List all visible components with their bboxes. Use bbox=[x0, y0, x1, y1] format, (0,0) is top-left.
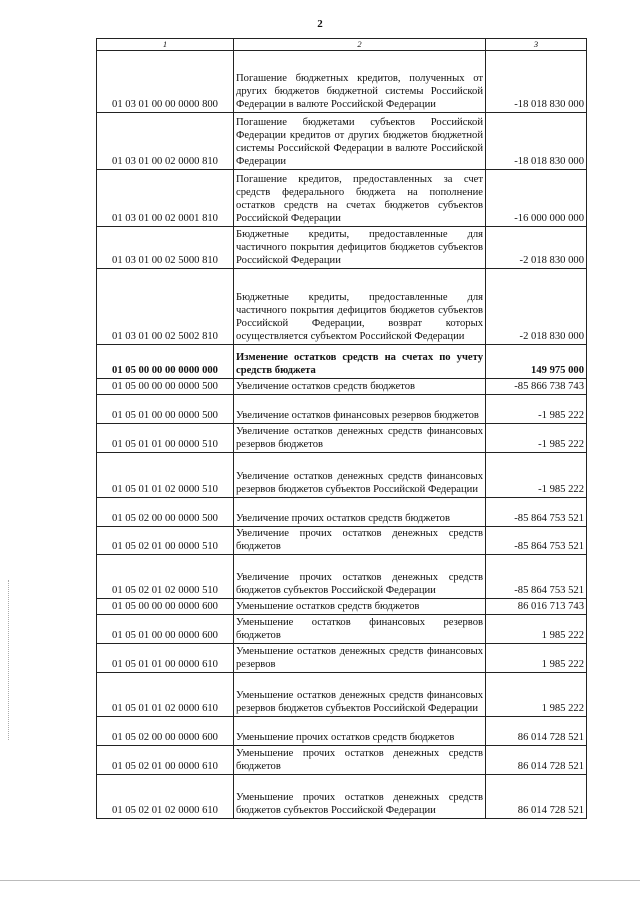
table-row bbox=[97, 527, 587, 555]
row-amount: 1 985 222 bbox=[486, 673, 587, 717]
row-amount: 86 016 713 743 bbox=[486, 599, 587, 615]
row-name: Увеличение остатков денежных средств финансовых резервов бюджетов субъектов Российской Федерации bbox=[234, 453, 486, 498]
table-row bbox=[97, 453, 587, 498]
row-name: Уменьшение остатков средств бюджетов bbox=[234, 599, 486, 615]
row-code: 01 03 01 00 02 0000 810 bbox=[97, 113, 234, 170]
table-row bbox=[97, 555, 587, 599]
row-amount: 149 975 000 bbox=[486, 345, 587, 379]
row-name: Уменьшение прочих остатков денежных средств бюджетов субъектов Российской Федерации bbox=[234, 775, 486, 819]
row-code: 01 05 01 01 02 0000 510 bbox=[97, 453, 234, 498]
row-amount: -1 985 222 bbox=[486, 395, 587, 424]
table-row bbox=[97, 170, 587, 227]
table-row bbox=[97, 673, 587, 717]
row-code: 01 05 00 00 00 0000 000 bbox=[97, 345, 234, 379]
table-body bbox=[97, 51, 587, 819]
row-name: Увеличение прочих остатков денежных средств бюджетов bbox=[234, 527, 486, 555]
row-name: Увеличение остатков средств бюджетов bbox=[234, 379, 486, 395]
table-row bbox=[97, 269, 587, 345]
table-row bbox=[97, 615, 587, 644]
row-name: Увеличение прочих остатков денежных средств бюджетов субъектов Российской Федерации bbox=[234, 555, 486, 599]
row-code: 01 05 01 00 00 0000 500 bbox=[97, 395, 234, 424]
row-amount: 86 014 728 521 bbox=[486, 775, 587, 819]
row-code: 01 05 01 01 00 0000 610 bbox=[97, 644, 234, 673]
row-name: Уменьшение остатков финансовых резервов бюджетов bbox=[234, 615, 486, 644]
row-code: 01 05 02 01 02 0000 610 bbox=[97, 775, 234, 819]
table-row bbox=[97, 746, 587, 775]
row-name: Увеличение прочих остатков средств бюджетов bbox=[234, 498, 486, 527]
row-name: Бюджетные кредиты, предоставленные для частичного покрытия дефицитов бюджетов субъектов Российской Федерации, возврат которых осуществляется субъектом Российской Федерации bbox=[234, 269, 486, 345]
row-amount: -1 985 222 bbox=[486, 424, 587, 453]
row-code: 01 03 01 00 02 0001 810 bbox=[97, 170, 234, 227]
row-amount: 86 014 728 521 bbox=[486, 717, 587, 746]
page-bottom-rule bbox=[0, 880, 640, 881]
row-amount: -2 018 830 000 bbox=[486, 227, 587, 269]
page-number: 2 bbox=[317, 18, 323, 30]
row-amount: -18 018 830 000 bbox=[486, 51, 587, 113]
row-name: Уменьшение остатков денежных средств финансовых резервов бюджетов субъектов Российской Федерации bbox=[234, 673, 486, 717]
row-name: Уменьшение остатков денежных средств финансовых резервов bbox=[234, 644, 486, 673]
table-row bbox=[97, 345, 587, 379]
row-amount: -2 018 830 000 bbox=[486, 269, 587, 345]
column-header-code: 1 bbox=[97, 39, 234, 51]
table-row bbox=[97, 113, 587, 170]
row-name: Увеличение остатков финансовых резервов бюджетов bbox=[234, 395, 486, 424]
table-row bbox=[97, 51, 587, 113]
row-name: Уменьшение прочих остатков средств бюджетов bbox=[234, 717, 486, 746]
row-amount: -16 000 000 000 bbox=[486, 170, 587, 227]
row-amount: -18 018 830 000 bbox=[486, 113, 587, 170]
row-code: 01 05 01 01 00 0000 510 bbox=[97, 424, 234, 453]
row-amount: -85 866 738 743 bbox=[486, 379, 587, 395]
row-name: Увеличение остатков денежных средств финансовых резервов бюджетов bbox=[234, 424, 486, 453]
row-code: 01 05 00 00 00 0000 600 bbox=[97, 599, 234, 615]
row-code: 01 03 01 00 02 5002 810 bbox=[97, 269, 234, 345]
row-amount: -85 864 753 521 bbox=[486, 498, 587, 527]
row-code: 01 05 02 00 00 0000 600 bbox=[97, 717, 234, 746]
row-code: 01 05 01 01 02 0000 610 bbox=[97, 673, 234, 717]
row-name: Уменьшение прочих остатков денежных средств бюджетов bbox=[234, 746, 486, 775]
row-amount: 1 985 222 bbox=[486, 615, 587, 644]
table-header-row bbox=[97, 39, 587, 51]
row-code: 01 05 02 01 00 0000 510 bbox=[97, 527, 234, 555]
row-code: 01 05 02 01 02 0000 510 bbox=[97, 555, 234, 599]
table-row bbox=[97, 227, 587, 269]
table-row bbox=[97, 395, 587, 424]
row-amount: 1 985 222 bbox=[486, 644, 587, 673]
table-row bbox=[97, 599, 587, 615]
row-name: Погашение кредитов, предоставленных за счет средств федерального бюджета на пополнение остатков средств на счетах бюджетов субъектов Российской Федерации bbox=[234, 170, 486, 227]
row-code: 01 05 00 00 00 0000 500 bbox=[97, 379, 234, 395]
row-amount: -85 864 753 521 bbox=[486, 555, 587, 599]
row-code: 01 05 01 00 00 0000 600 bbox=[97, 615, 234, 644]
row-name: Погашение бюджетами субъектов Российской Федерации кредитов от других бюджетов бюджетной системы Российской Федерации в валюте Российской Федерации bbox=[234, 113, 486, 170]
row-amount: 86 014 728 521 bbox=[486, 746, 587, 775]
table-row bbox=[97, 424, 587, 453]
row-code: 01 03 01 00 02 5000 810 bbox=[97, 227, 234, 269]
table-row bbox=[97, 379, 587, 395]
row-code: 01 05 02 01 00 0000 610 bbox=[97, 746, 234, 775]
row-amount: -85 864 753 521 bbox=[486, 527, 587, 555]
row-name: Бюджетные кредиты, предоставленные для частичного покрытия дефицитов бюджетов субъектов Российской Федерации bbox=[234, 227, 486, 269]
table-row bbox=[97, 498, 587, 527]
row-code: 01 05 02 00 00 0000 500 bbox=[97, 498, 234, 527]
table-row bbox=[97, 717, 587, 746]
table-row bbox=[97, 775, 587, 819]
scan-margin-marks bbox=[8, 580, 11, 740]
row-amount: -1 985 222 bbox=[486, 453, 587, 498]
budget-sources-table bbox=[96, 38, 587, 819]
row-name: Изменение остатков средств на счетах по учету средств бюджета bbox=[234, 345, 486, 379]
column-header-amount: 3 bbox=[486, 39, 587, 51]
row-name: Погашение бюджетных кредитов, полученных от других бюджетов бюджетной системы Российской Федерации в валюте Российской Федерации bbox=[234, 51, 486, 113]
row-code: 01 03 01 00 00 0000 800 bbox=[97, 51, 234, 113]
column-header-name: 2 bbox=[234, 39, 486, 51]
table-row bbox=[97, 644, 587, 673]
